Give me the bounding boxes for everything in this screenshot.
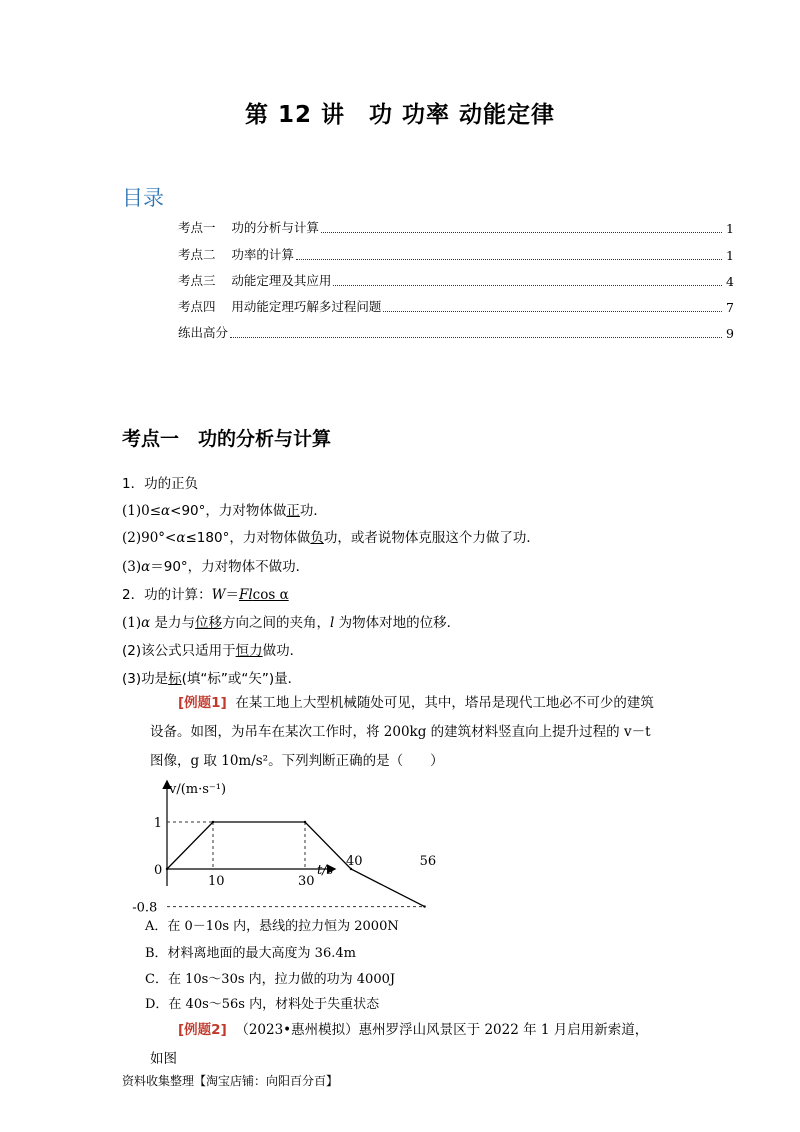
rule-negative-work: (2)90°<α≤180°，力对物体做负功，或者说物体克服这个力做了功．: [122, 530, 540, 546]
y-tick-label: 1: [153, 816, 163, 831]
toc-item[interactable]: [178, 323, 734, 341]
toc-item[interactable]: [178, 245, 734, 263]
toc-item-label: 练出高分: [178, 325, 229, 340]
option-a[interactable]: A．在 0－10s 内，悬线的拉力恒为 2000N: [145, 919, 399, 934]
x-axis-label: t/s: [317, 863, 334, 878]
velocity-series-line: [167, 822, 425, 907]
toc-leader-dots: [296, 258, 722, 260]
toc-item-page: 1: [726, 248, 734, 263]
x-tick-label: 10: [208, 874, 225, 889]
x-tick-label: 56: [419, 854, 437, 869]
data-point: [304, 821, 306, 823]
toc-item-page: 7: [726, 300, 734, 315]
y-axis-label: v/(m·s⁻¹): [169, 782, 227, 797]
toc-leader-dots: [383, 310, 722, 312]
toc-heading: 目录: [122, 186, 164, 210]
option-b[interactable]: B．材料离地面的最大高度为 36.4m: [145, 946, 356, 961]
example-1-tag: [例题1]: [178, 695, 227, 711]
toc-item-page: 1: [726, 221, 734, 236]
toc-item-label: 考点三 动能定理及其应用: [178, 273, 332, 288]
toc-item[interactable]: [178, 297, 734, 315]
example-2-question: [150, 1016, 655, 1074]
example-2-text: （2023•惠州模拟）惠州罗浮山风景区于 2022 年 1 月启用新索道，如图: [150, 1022, 649, 1067]
rule-positive-work: (1)0≤α<90°，力对物体做正功．: [122, 503, 327, 519]
toc-item-label: 考点一 功的分析与计算: [178, 220, 319, 235]
section-heading: 考点一 功的分析与计算: [122, 428, 332, 450]
toc-item[interactable]: [178, 271, 734, 289]
origin-label: 0: [154, 863, 163, 878]
data-point: [212, 821, 214, 823]
subheading-sign-of-work: 1．功的正负: [122, 476, 199, 492]
example-1-question: [150, 689, 655, 776]
data-point: [423, 905, 425, 907]
x-tick-label: 40: [346, 854, 363, 869]
document-title: 第 12 讲 功 功率 动能定律: [244, 102, 556, 128]
example-2-tag: [例题2]: [178, 1022, 227, 1038]
rule-zero-work: (3)α＝90°，力对物体不做功．: [122, 559, 310, 575]
toc-item-page: 4: [726, 274, 734, 289]
toc-leader-dots: [230, 336, 722, 338]
data-point: [166, 868, 168, 870]
toc-item[interactable]: [178, 218, 734, 236]
toc-leader-dots: [321, 231, 722, 233]
example-1-text: 在某工地上大型机械随处可见，其中，塔吊是现代工地必不可少的建筑设备。如图，为吊车在某次工作时，将 200kg 的建筑材料竖直向上提升过程的 v－t 图像，g 取 10m/s²。下列判断正确的是（ ）: [150, 695, 654, 769]
option-d[interactable]: D．在 40s～56s 内，材料处于失重状态: [145, 997, 380, 1012]
x-tick-label: 30: [298, 874, 315, 889]
toc-item-label: 考点四 用动能定理巧解多过程问题: [178, 299, 382, 314]
toc-leader-dots: [333, 284, 722, 286]
option-c[interactable]: C．在 10s～30s 内，拉力做的功为 4000J: [145, 972, 396, 987]
guide-lines: [167, 822, 425, 907]
toc-item-page: 9: [726, 326, 734, 341]
formula-note-scalar: (3)功是标(填“标”或“矢”)量．: [122, 671, 302, 687]
vt-graph: [132, 774, 437, 916]
subheading-work-formula: 2．功的计算：W＝Flcos α: [122, 587, 289, 603]
y-tick-label: -0.8: [132, 900, 158, 916]
page-footer: 资料收集整理【淘宝店铺：向阳百分百】: [122, 1074, 339, 1088]
toc-item-label: 考点二 功率的计算: [178, 247, 294, 262]
formula-note-constant-force: (2)该公式只适用于恒力做功．: [122, 643, 304, 659]
data-points: [166, 821, 426, 908]
formula-note-angle: (1)α 是力与位移方向之间的夹角，l 为物体对地的位移．: [122, 615, 461, 631]
